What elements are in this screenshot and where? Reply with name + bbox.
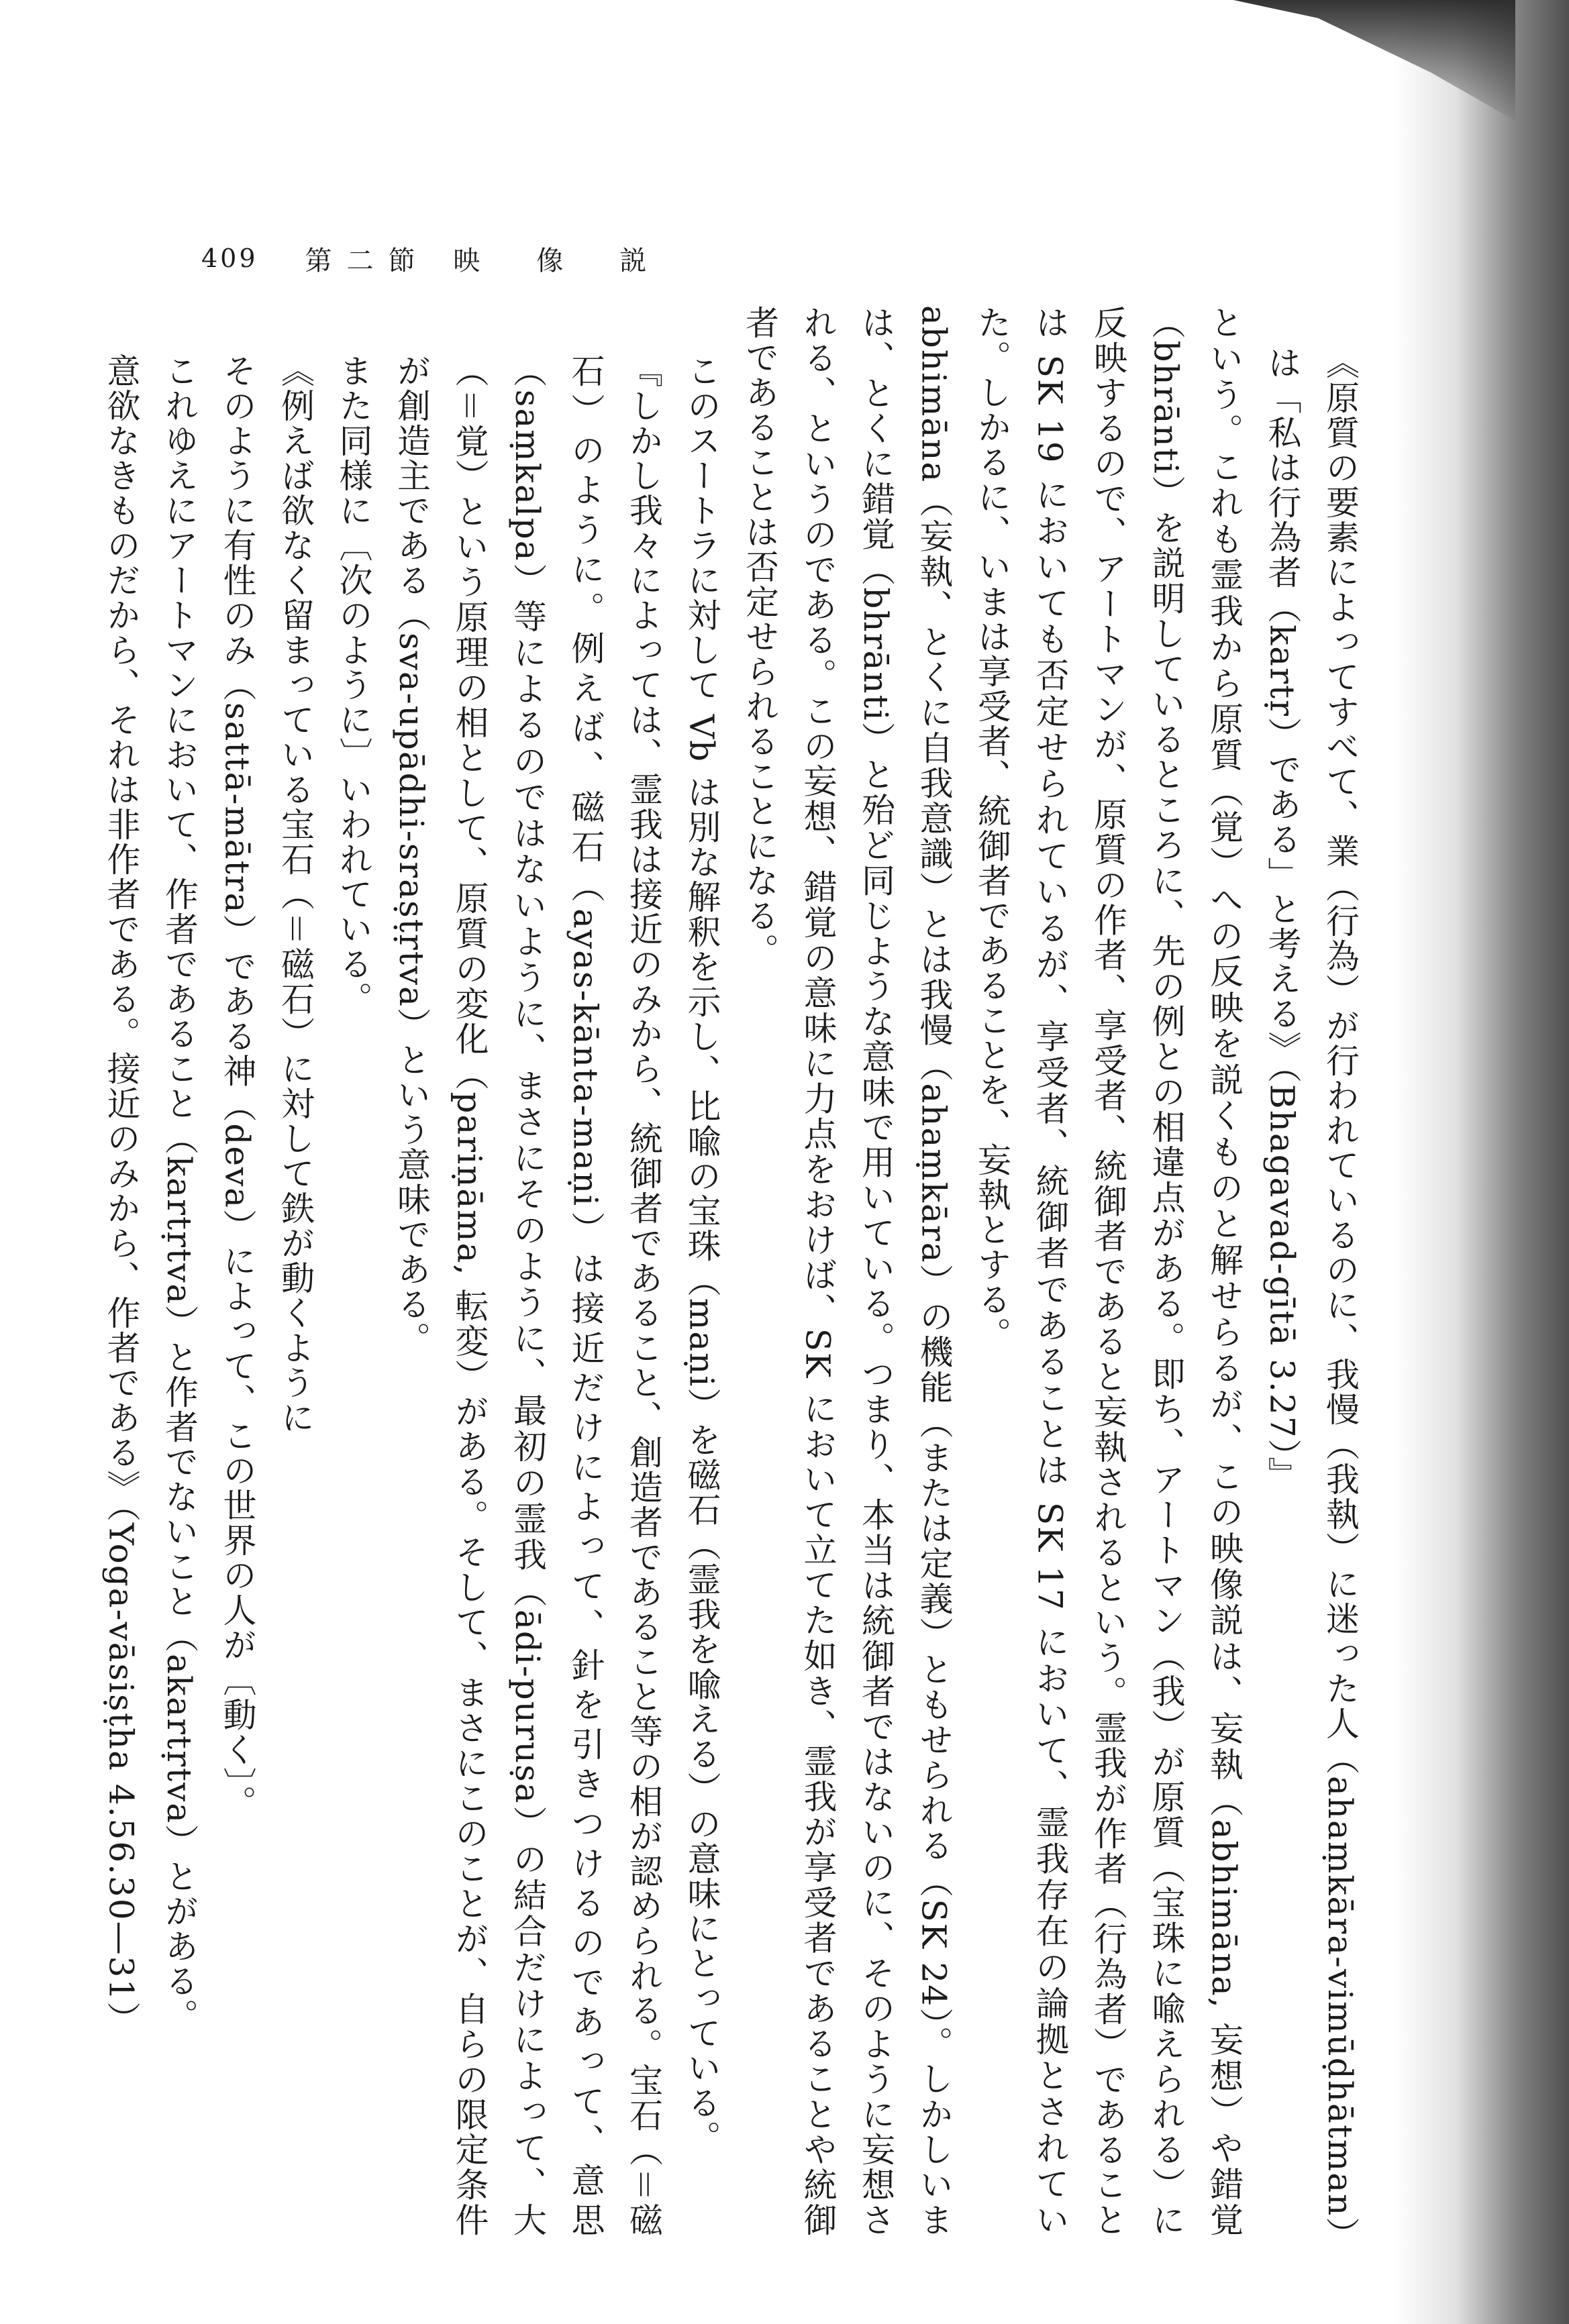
paragraph: は「私は行為者（kartṛ）である」と考える》（Bhagavad-gītā 3.27）』	[1262, 346, 1302, 1492]
paragraph: 《例えば欲なく留まっている宝石（＝磁石）に対して鉄が動くように	[276, 354, 315, 1435]
paragraph: 意欲なきものだから、それは非作者である。接近のみから、作者である》（Yoga-vāsiṣṭha 4.56.30—31）	[101, 354, 141, 2037]
page-number: 409	[201, 244, 258, 273]
body-text	[101, 305, 1369, 2252]
page-edge-shadow	[1395, 0, 1569, 2324]
section-title: 第二節 映 像 説	[305, 245, 662, 276]
paragraph: また同様に〔次のように〕いわれている。	[334, 354, 373, 1016]
paragraph: そのように有性のみ（sattā-mātra）である神（deva）によって、この世界の人が〔動く〕。	[217, 354, 257, 1821]
running-head	[201, 235, 661, 282]
paragraph: という。これも霊我から原質（覚）への反映を説くものと解せらるが、この映像説は、妄執（abhimāna, 妄想）や錯覚（bhrānti）を説明しているところに、先の例との相違点がある。即ち、アートマン（我）が原質（宝珠に喩えられる）に反映するので、アートマンが、原質の作者、享受者、統御者であると妄執されるという。霊我が作者（行為者）であることは SK 19 においても否定せられているが、享受者、統御者であることは SK 17 において、霊我存在の論拠とされていた。しかるに、いまは享受者、統御者であることを、妄執とする。	[972, 305, 1244, 2237]
paragraph: これゆえにアートマンにおいて、作者であること（kartṛtva）と作者でないこと（akartṛtva）とがある。	[160, 354, 199, 2034]
paragraph: このスートラに対して Vb は別な解釈を示し、比喩の宝珠（maṇi）を磁石（霊我を喩える）の意味にとっている。	[682, 354, 721, 2156]
paragraph: 『しかし我々によっては、霊我は接近のみから、統御者であること、創造者であること等の相が認められる。宝石（＝磁石）のように。例えば、磁石（ayas-kānta-maṇi）は接近だけによって、針を引きつけるのであって、意思（saṃkalpa）等によるのではないように、まさにそのように、最初の霊我（ādi-puruṣa）の結合だけによって、大（＝覚）という原理の相として、原質の変化（pariṇāma, 転変）がある。そして、まさにこのことが、自らの限定条件が創造主である（sva-upādhi-sraṣṭṛtva）という意味である。	[392, 354, 663, 2237]
paragraph: 《原質の要素によってすべて、業（行為）が行われているのに、我慢（我執）に迷った人（ahaṃkāra-vimūḍhātman）	[1321, 346, 1360, 2252]
paragraph: abhimāna（妄執、とくに自我意識）とは我慢（ahaṃkāra）の機能（または定義）ともせられる（SK 24）。しかしいまは、とくに錯覚（bhrānti）と殆ど同じような意味で用いている。つまり、本当は統御者ではないのに、そのように妄想される、というのである。この妄想、錯覚の意味に力点をおけば、SK において立てた如き、霊我が享受者であることや統御者であることは否定せられることになる。	[740, 305, 954, 2237]
